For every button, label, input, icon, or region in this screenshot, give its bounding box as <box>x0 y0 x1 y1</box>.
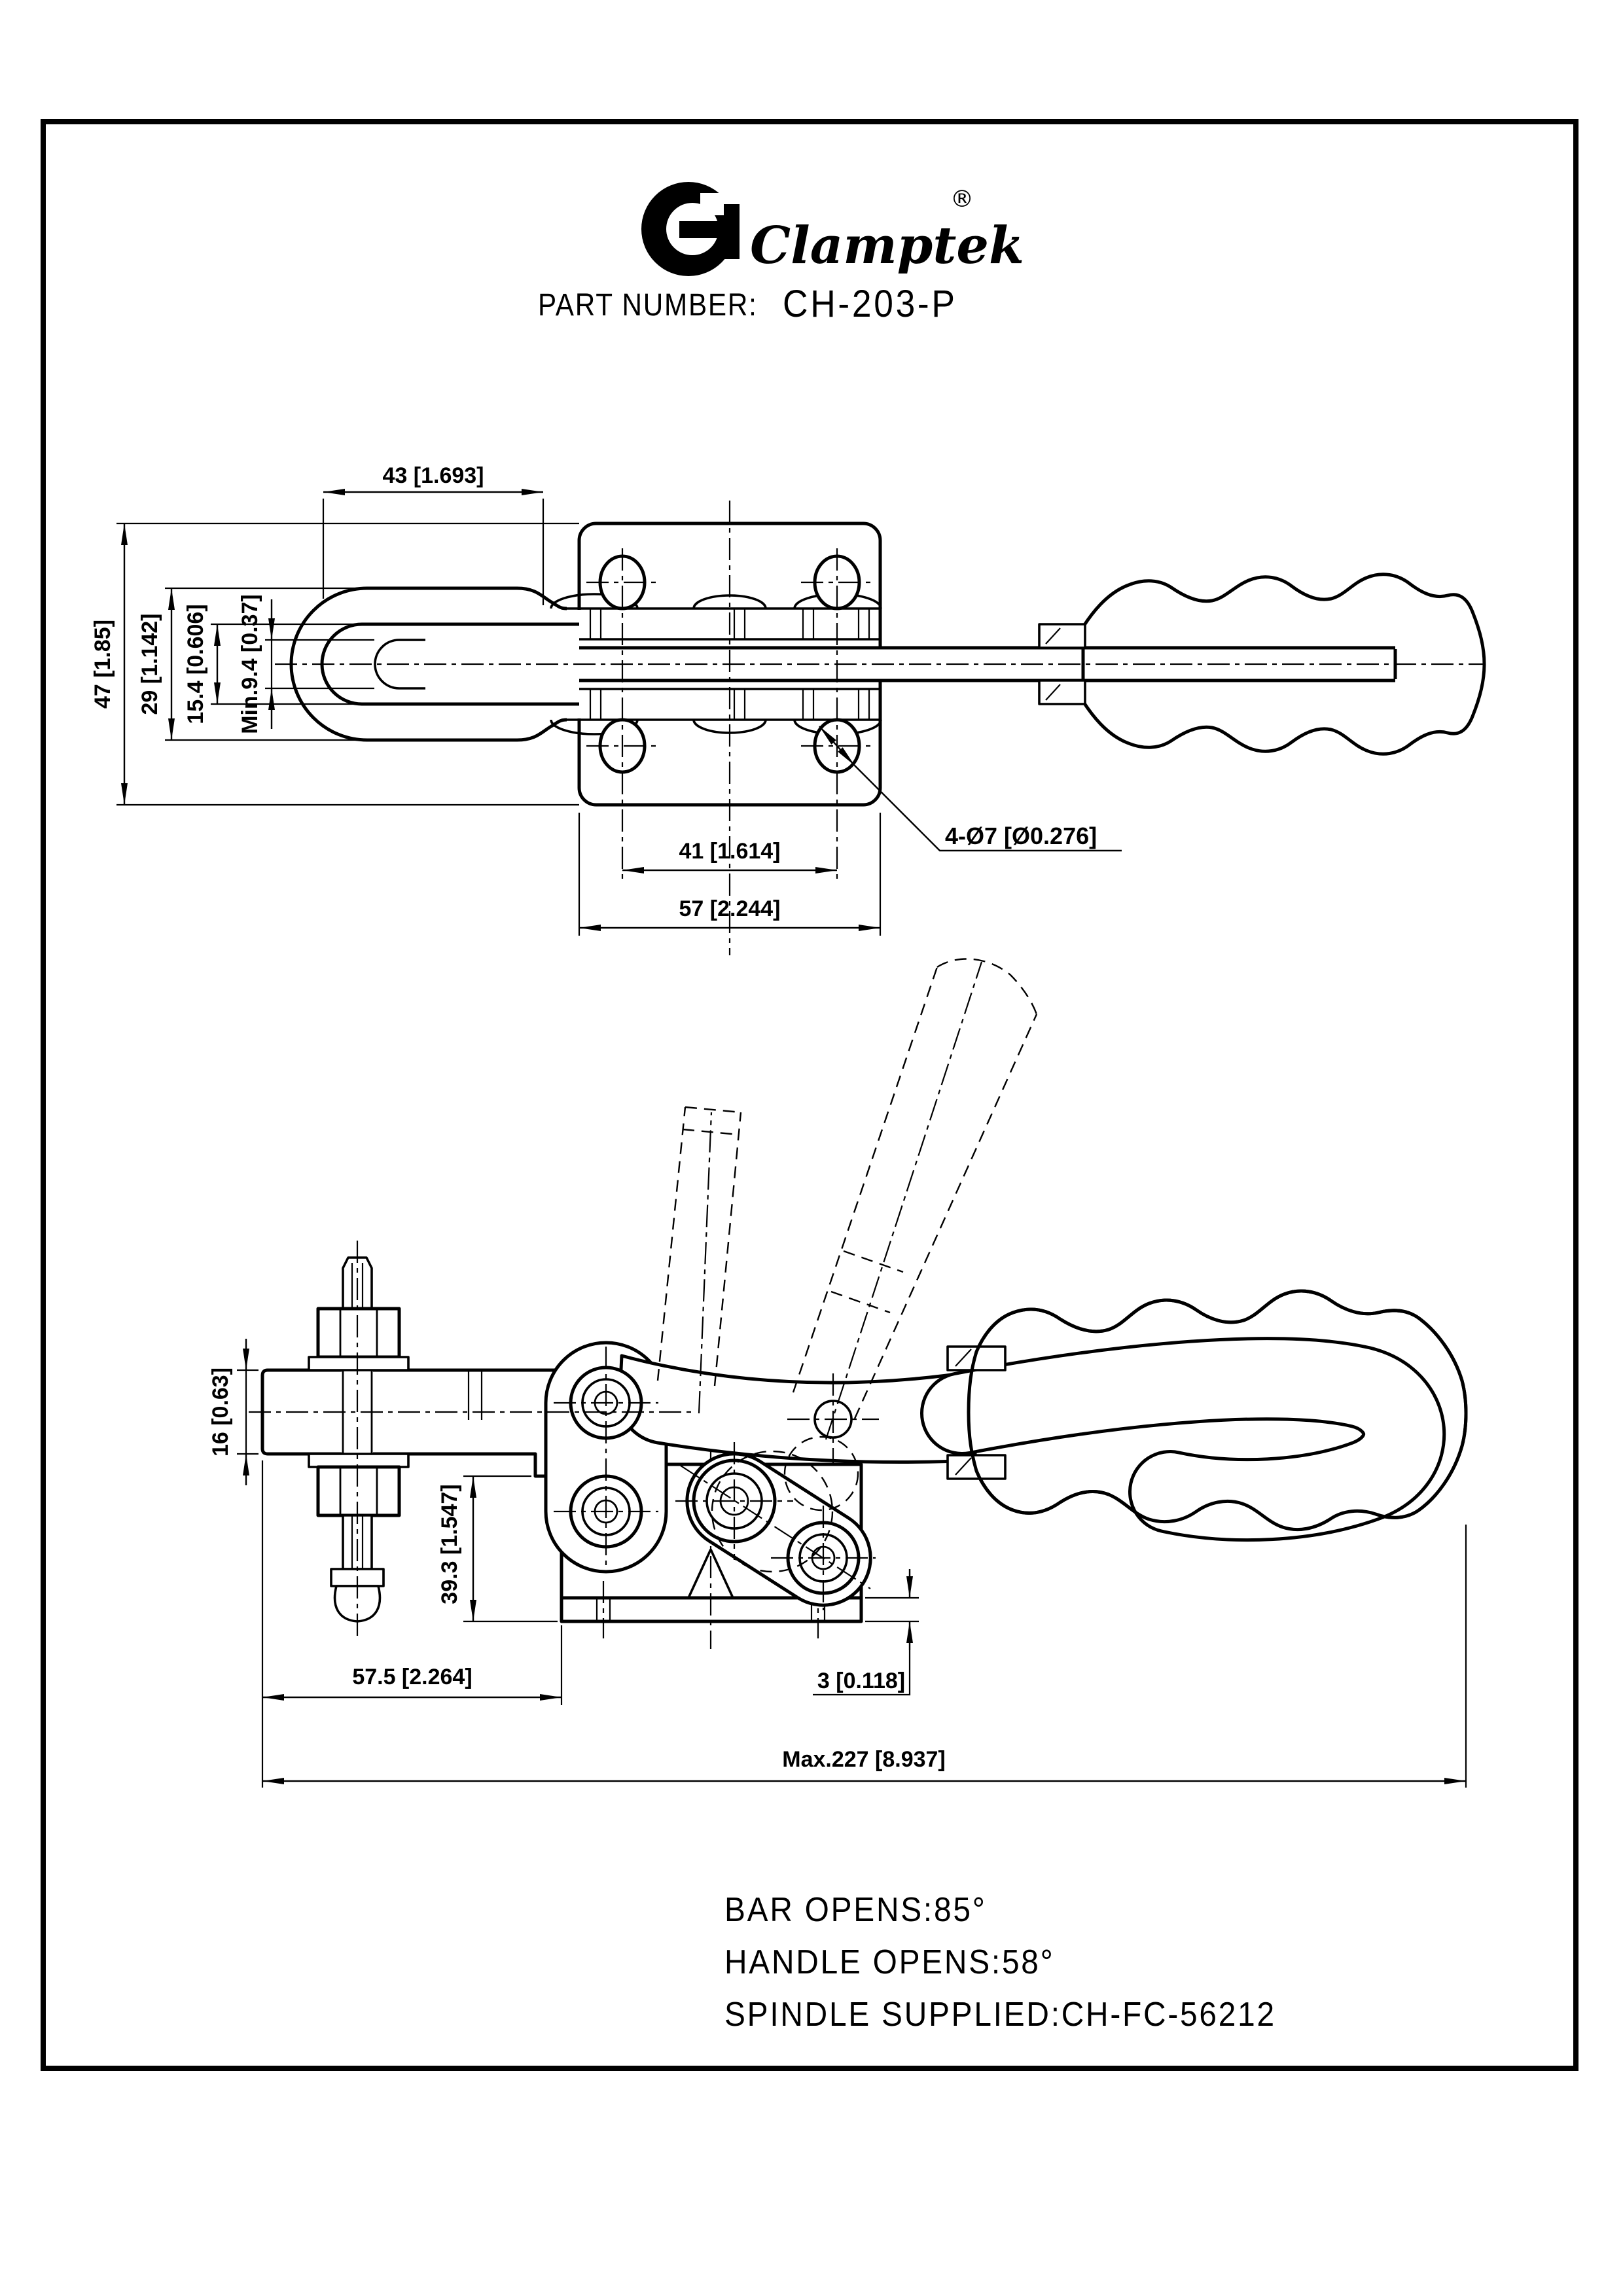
header <box>538 182 1024 325</box>
dim-hole-callout: 4-Ø7 [Ø0.276] <box>945 822 1097 849</box>
brand-name: Clamptek <box>750 216 1025 275</box>
dim-bar-height: 39.3 [1.547] <box>437 1484 462 1604</box>
handle-bar-core <box>962 1379 1404 1500</box>
registered-mark: ® <box>950 186 974 213</box>
note-bar-opens: BAR OPENS:85° <box>724 1890 987 1929</box>
spindle-lower-nut <box>318 1467 399 1515</box>
note-handle-opens: HANDLE OPENS:58° <box>724 1943 1055 1981</box>
notes <box>724 1890 1276 2033</box>
side-view <box>208 959 1466 1788</box>
part-number-value: CH-203-P <box>783 282 957 325</box>
dim-overall-length: Max.227 [8.937] <box>782 1747 946 1772</box>
dim-bar-outer-width: 29 [1.142] <box>137 613 162 715</box>
dim-bar-thickness: 16 [0.63] <box>208 1367 233 1457</box>
clamptek-logo-mark <box>641 182 741 276</box>
open-bar-phantom <box>658 1107 741 1386</box>
spindle-upper-washer <box>309 1357 408 1370</box>
handle-grip-side <box>948 1291 1466 1530</box>
dim-plate-width: 57 [2.244] <box>679 896 781 921</box>
top-view <box>90 463 1486 955</box>
dim-base-plate-thickness: 3 [0.118] <box>817 1669 906 1693</box>
part-number-label: PART NUMBER: <box>538 287 758 323</box>
dim-slot-min-width: Min.9.4 [0.37] <box>238 594 262 734</box>
clamp-bar-side <box>262 1370 558 1476</box>
spindle-upper-nut <box>318 1309 399 1357</box>
dim-hole-spacing: 41 [1.614] <box>679 839 781 864</box>
note-spindle-supplied: SPINDLE SUPPLIED:CH-FC-56212 <box>724 1995 1276 2034</box>
dim-bar-length: 43 [1.693] <box>382 463 484 488</box>
spindle-lower-washer <box>309 1454 408 1467</box>
dim-slot-outer-width: 15.4 [0.606] <box>183 604 208 724</box>
sheet-border <box>43 122 1576 2068</box>
dim-overall-height: 47 [1.85] <box>90 619 115 709</box>
dim-spindle-offset: 57.5 [2.264] <box>352 1665 473 1689</box>
